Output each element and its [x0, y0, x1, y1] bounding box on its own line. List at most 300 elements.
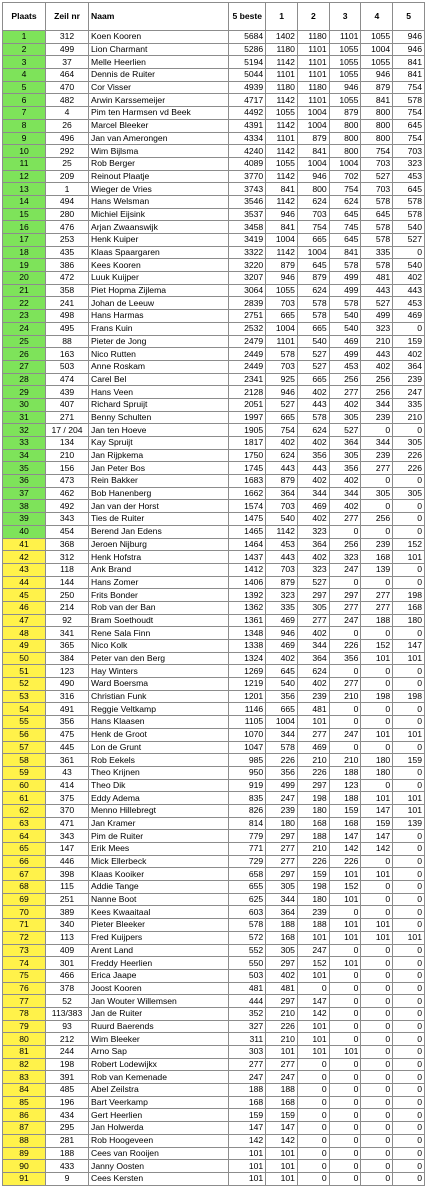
- plaats-cell: 81: [3, 1046, 46, 1059]
- plaats-cell: 88: [3, 1134, 46, 1147]
- zeil-nr-cell: 446: [46, 855, 89, 868]
- race-3-cell: 800: [329, 132, 361, 145]
- beste-cell: 4717: [229, 94, 266, 107]
- naam-cell: Ties de Ruiter: [89, 513, 229, 526]
- race-1-cell: 703: [266, 360, 298, 373]
- race-4-cell: 0: [361, 906, 393, 919]
- race-2-cell: 754: [297, 221, 329, 234]
- race-2-cell: 1004: [297, 246, 329, 259]
- plaats-cell: 47: [3, 614, 46, 627]
- zeil-nr-cell: 356: [46, 716, 89, 729]
- race-3-cell: 0: [329, 627, 361, 640]
- race-2-cell: 0: [297, 1160, 329, 1173]
- beste-cell: 168: [229, 1096, 266, 1109]
- table-row: [3, 398, 425, 411]
- table-row: [3, 1147, 425, 1160]
- naam-cell: Abel Zeilstra: [89, 1084, 229, 1097]
- race-1-cell: 226: [266, 1020, 298, 1033]
- naam-cell: Janny Oosten: [89, 1160, 229, 1173]
- table-row: [3, 931, 425, 944]
- table-row: [3, 1134, 425, 1147]
- plaats-cell: 48: [3, 627, 46, 640]
- race-4-cell: 0: [361, 1160, 393, 1173]
- plaats-cell: 62: [3, 804, 46, 817]
- race-1-cell: 1055: [266, 157, 298, 170]
- table-row: [3, 475, 425, 488]
- race-2-cell: 198: [297, 792, 329, 805]
- plaats-cell: 24: [3, 322, 46, 335]
- naam-cell: Dennis de Ruiter: [89, 69, 229, 82]
- race-5-cell: 0: [393, 855, 425, 868]
- race-2-cell: 0: [297, 982, 329, 995]
- race-3-cell: 499: [329, 348, 361, 361]
- race-2-cell: 247: [297, 944, 329, 957]
- naam-cell: Ank Brand: [89, 563, 229, 576]
- table-row: [3, 538, 425, 551]
- beste-cell: 2479: [229, 335, 266, 348]
- table-row: [3, 411, 425, 424]
- race-2-cell: 879: [297, 132, 329, 145]
- race-5-cell: 0: [393, 1033, 425, 1046]
- race-2-cell: 841: [297, 145, 329, 158]
- race-5-cell: 364: [393, 360, 425, 373]
- race-5-cell: 101: [393, 728, 425, 741]
- race-4-cell: 0: [361, 678, 393, 691]
- race-5-cell: 198: [393, 589, 425, 602]
- table-row: [3, 551, 425, 564]
- plaats-cell: 80: [3, 1033, 46, 1046]
- table-row: [3, 1084, 425, 1097]
- race-1-cell: 147: [266, 1122, 298, 1135]
- race-4-cell: 703: [361, 157, 393, 170]
- race-2-cell: 1101: [297, 56, 329, 69]
- race-4-cell: 0: [361, 1033, 393, 1046]
- race-3-cell: 123: [329, 779, 361, 792]
- race-1-cell: 364: [266, 487, 298, 500]
- beste-cell: 5684: [229, 31, 266, 44]
- race-1-cell: 469: [266, 640, 298, 653]
- race-1-cell: 1142: [266, 119, 298, 132]
- zeil-nr-cell: 378: [46, 982, 89, 995]
- zeil-nr-cell: 491: [46, 703, 89, 716]
- race-3-cell: 159: [329, 804, 361, 817]
- table-row: [3, 348, 425, 361]
- race-3-cell: 754: [329, 183, 361, 196]
- table-row: [3, 94, 425, 107]
- naam-cell: Melle Heerlien: [89, 56, 229, 69]
- race-4-cell: 101: [361, 919, 393, 932]
- race-4-cell: 0: [361, 957, 393, 970]
- beste-cell: 2751: [229, 310, 266, 323]
- race-5-cell: 0: [393, 893, 425, 906]
- plaats-cell: 23: [3, 310, 46, 323]
- beste-cell: 142: [229, 1134, 266, 1147]
- race-3-cell: 540: [329, 322, 361, 335]
- race-3-cell: 0: [329, 1147, 361, 1160]
- race-4-cell: 0: [361, 1046, 393, 1059]
- table-row: [3, 766, 425, 779]
- race-5-cell: 0: [393, 1172, 425, 1185]
- race-2-cell: 1180: [297, 31, 329, 44]
- zeil-nr-cell: 123: [46, 665, 89, 678]
- race-4-cell: 443: [361, 284, 393, 297]
- naam-cell: Cor Visser: [89, 81, 229, 94]
- race-3-cell: 1055: [329, 56, 361, 69]
- race-5-cell: 0: [393, 1058, 425, 1071]
- table-row: [3, 1109, 425, 1122]
- race-3-cell: 800: [329, 145, 361, 158]
- naam-cell: Joost Kooren: [89, 982, 229, 995]
- race-1-cell: 540: [266, 678, 298, 691]
- race-2-cell: 665: [297, 373, 329, 386]
- race-3-cell: 1055: [329, 43, 361, 56]
- race-3-cell: 323: [329, 551, 361, 564]
- beste-cell: 1201: [229, 690, 266, 703]
- race-5-cell: 0: [393, 322, 425, 335]
- race-2-cell: 703: [297, 208, 329, 221]
- zeil-nr-cell: 475: [46, 728, 89, 741]
- race-5-cell: 645: [393, 183, 425, 196]
- race-4-cell: 1055: [361, 31, 393, 44]
- zeil-nr-cell: 316: [46, 690, 89, 703]
- race-3-cell: 297: [329, 589, 361, 602]
- race-2-cell: 624: [297, 424, 329, 437]
- race-5-cell: 0: [393, 741, 425, 754]
- table-row: [3, 462, 425, 475]
- naam-cell: Gert Heerlien: [89, 1109, 229, 1122]
- race-4-cell: 800: [361, 107, 393, 120]
- plaats-cell: 10: [3, 145, 46, 158]
- plaats-cell: 41: [3, 538, 46, 551]
- table-row: [3, 779, 425, 792]
- zeil-nr-cell: 375: [46, 792, 89, 805]
- race-4-cell: 101: [361, 931, 393, 944]
- plaats-cell: 1: [3, 31, 46, 44]
- zeil-nr-cell: 407: [46, 398, 89, 411]
- zeil-nr-cell: 499: [46, 43, 89, 56]
- race-3-cell: 247: [329, 563, 361, 576]
- naam-cell: Theo Dik: [89, 779, 229, 792]
- table-row: [3, 56, 425, 69]
- race-5-cell: 0: [393, 1046, 425, 1059]
- naam-cell: Jan Kramer: [89, 817, 229, 830]
- table-row: [3, 601, 425, 614]
- race-4-cell: 0: [361, 1084, 393, 1097]
- race-2-cell: 305: [297, 601, 329, 614]
- race-5-cell: 0: [393, 766, 425, 779]
- plaats-cell: 73: [3, 944, 46, 957]
- naam-cell: Lion Charmant: [89, 43, 229, 56]
- zeil-nr-cell: 118: [46, 563, 89, 576]
- plaats-cell: 76: [3, 982, 46, 995]
- table-row: [3, 690, 425, 703]
- beste-cell: 985: [229, 754, 266, 767]
- zeil-nr-cell: 250: [46, 589, 89, 602]
- table-row: [3, 716, 425, 729]
- naam-cell: Frits Bonder: [89, 589, 229, 602]
- race-5-cell: 0: [393, 1020, 425, 1033]
- plaats-cell: 69: [3, 893, 46, 906]
- race-5-cell: 305: [393, 487, 425, 500]
- race-2-cell: 297: [297, 779, 329, 792]
- naam-cell: Rob van Kemenade: [89, 1071, 229, 1084]
- race-5-cell: 0: [393, 1122, 425, 1135]
- naam-cell: Arent Land: [89, 944, 229, 957]
- naam-cell: Wim Bleeker: [89, 1033, 229, 1046]
- race-4-cell: 239: [361, 411, 393, 424]
- naam-cell: Nico Kolk: [89, 640, 229, 653]
- beste-cell: 2839: [229, 297, 266, 310]
- table-row: [3, 234, 425, 247]
- race-1-cell: 578: [266, 348, 298, 361]
- race-3-cell: 578: [329, 297, 361, 310]
- race-3-cell: 0: [329, 995, 361, 1008]
- beste-cell: 950: [229, 766, 266, 779]
- race-3-cell: 402: [329, 398, 361, 411]
- plaats-cell: 33: [3, 437, 46, 450]
- race-5-cell: 443: [393, 284, 425, 297]
- table-row: [3, 157, 425, 170]
- zeil-nr-cell: 391: [46, 1071, 89, 1084]
- beste-cell: 1348: [229, 627, 266, 640]
- table-row: [3, 195, 425, 208]
- plaats-cell: 30: [3, 398, 46, 411]
- table-row: [3, 881, 425, 894]
- beste-cell: 2449: [229, 348, 266, 361]
- plaats-cell: 86: [3, 1109, 46, 1122]
- beste-cell: 826: [229, 804, 266, 817]
- race-1-cell: 946: [266, 208, 298, 221]
- race-5-cell: 703: [393, 145, 425, 158]
- race-5-cell: 226: [393, 462, 425, 475]
- zeil-nr-cell: 466: [46, 969, 89, 982]
- naam-cell: Hans Harmas: [89, 310, 229, 323]
- race-2-cell: 210: [297, 843, 329, 856]
- beste-cell: 658: [229, 868, 266, 881]
- plaats-cell: 75: [3, 969, 46, 982]
- race-5-cell: 139: [393, 817, 425, 830]
- race-1-cell: 402: [266, 437, 298, 450]
- race-5-cell: 0: [393, 703, 425, 716]
- beste-cell: 3458: [229, 221, 266, 234]
- race-3-cell: 702: [329, 170, 361, 183]
- beste-cell: 1475: [229, 513, 266, 526]
- naam-cell: Pim de Ruiter: [89, 830, 229, 843]
- plaats-cell: 79: [3, 1020, 46, 1033]
- col-header-race-3: 3: [329, 3, 361, 31]
- race-2-cell: 402: [297, 678, 329, 691]
- table-header: [3, 3, 425, 31]
- zeil-nr-cell: 476: [46, 221, 89, 234]
- table-row: [3, 132, 425, 145]
- race-3-cell: 226: [329, 855, 361, 868]
- zeil-nr-cell: 198: [46, 1058, 89, 1071]
- zeil-nr-cell: 494: [46, 195, 89, 208]
- race-3-cell: 1055: [329, 69, 361, 82]
- col-header-naam: Naam: [89, 3, 229, 31]
- race-4-cell: 645: [361, 208, 393, 221]
- naam-cell: Jan Wouter Willemsen: [89, 995, 229, 1008]
- naam-cell: Jan Peter Bos: [89, 462, 229, 475]
- beste-cell: 2532: [229, 322, 266, 335]
- race-3-cell: 168: [329, 817, 361, 830]
- race-3-cell: 356: [329, 462, 361, 475]
- race-1-cell: 703: [266, 297, 298, 310]
- race-5-cell: 0: [393, 665, 425, 678]
- table-row: [3, 1033, 425, 1046]
- race-3-cell: 1004: [329, 157, 361, 170]
- race-3-cell: 344: [329, 487, 361, 500]
- table-row: [3, 360, 425, 373]
- zeil-nr-cell: 384: [46, 652, 89, 665]
- table-row: [3, 107, 425, 120]
- race-1-cell: 453: [266, 538, 298, 551]
- col-header-zeil-nr: Zeil nr: [46, 3, 89, 31]
- race-1-cell: 226: [266, 754, 298, 767]
- race-4-cell: 0: [361, 500, 393, 513]
- naam-cell: Rob Hoogeveen: [89, 1134, 229, 1147]
- race-2-cell: 226: [297, 855, 329, 868]
- zeil-nr-cell: 144: [46, 576, 89, 589]
- plaats-cell: 2: [3, 43, 46, 56]
- race-4-cell: 0: [361, 855, 393, 868]
- race-1-cell: 402: [266, 652, 298, 665]
- table-row: [3, 1046, 425, 1059]
- naam-cell: Berend Jan Edens: [89, 525, 229, 538]
- race-4-cell: 277: [361, 589, 393, 602]
- plaats-cell: 54: [3, 703, 46, 716]
- plaats-cell: 44: [3, 576, 46, 589]
- race-4-cell: 754: [361, 145, 393, 158]
- naam-cell: Piet Hopma Zijlema: [89, 284, 229, 297]
- race-5-cell: 0: [393, 957, 425, 970]
- race-4-cell: 277: [361, 601, 393, 614]
- race-2-cell: 356: [297, 449, 329, 462]
- race-4-cell: 256: [361, 373, 393, 386]
- race-2-cell: 101: [297, 716, 329, 729]
- race-2-cell: 879: [297, 272, 329, 285]
- naam-cell: Michiel Eijsink: [89, 208, 229, 221]
- zeil-nr-cell: 88: [46, 335, 89, 348]
- race-5-cell: 101: [393, 931, 425, 944]
- race-2-cell: 210: [297, 754, 329, 767]
- race-1-cell: 277: [266, 1058, 298, 1071]
- race-3-cell: 1055: [329, 94, 361, 107]
- table-body: [3, 31, 425, 1186]
- naam-cell: Klaas Spaargaren: [89, 246, 229, 259]
- race-2-cell: 101: [297, 1033, 329, 1046]
- plaats-cell: 71: [3, 919, 46, 932]
- table-row: [3, 145, 425, 158]
- plaats-cell: 53: [3, 690, 46, 703]
- table-row: [3, 310, 425, 323]
- race-3-cell: 0: [329, 1160, 361, 1173]
- race-5-cell: 540: [393, 259, 425, 272]
- naam-cell: Marcel Bleeker: [89, 119, 229, 132]
- naam-cell: Klaas Kooiker: [89, 868, 229, 881]
- race-1-cell: 1142: [266, 246, 298, 259]
- race-3-cell: 152: [329, 881, 361, 894]
- plaats-cell: 87: [3, 1122, 46, 1135]
- plaats-cell: 9: [3, 132, 46, 145]
- race-2-cell: 101: [297, 1020, 329, 1033]
- zeil-nr-cell: 115: [46, 881, 89, 894]
- race-4-cell: 800: [361, 119, 393, 132]
- race-1-cell: 101: [266, 1046, 298, 1059]
- race-2-cell: 1180: [297, 81, 329, 94]
- race-1-cell: 624: [266, 449, 298, 462]
- race-3-cell: 256: [329, 373, 361, 386]
- race-3-cell: 0: [329, 703, 361, 716]
- race-5-cell: 0: [393, 881, 425, 894]
- race-2-cell: 624: [297, 665, 329, 678]
- beste-cell: 779: [229, 830, 266, 843]
- beste-cell: 4939: [229, 81, 266, 94]
- zeil-nr-cell: 439: [46, 386, 89, 399]
- race-1-cell: 210: [266, 1033, 298, 1046]
- beste-cell: 572: [229, 931, 266, 944]
- race-1-cell: 879: [266, 576, 298, 589]
- race-4-cell: 578: [361, 221, 393, 234]
- race-2-cell: 665: [297, 322, 329, 335]
- beste-cell: 5194: [229, 56, 266, 69]
- naam-cell: Richard Spruijt: [89, 398, 229, 411]
- plaats-cell: 15: [3, 208, 46, 221]
- race-2-cell: 1004: [297, 157, 329, 170]
- race-3-cell: 0: [329, 1172, 361, 1185]
- race-5-cell: 402: [393, 272, 425, 285]
- naam-cell: Jan van der Horst: [89, 500, 229, 513]
- table-row: [3, 386, 425, 399]
- zeil-nr-cell: 280: [46, 208, 89, 221]
- naam-cell: Hans Veen: [89, 386, 229, 399]
- race-3-cell: 527: [329, 424, 361, 437]
- zeil-nr-cell: 398: [46, 868, 89, 881]
- beste-cell: 4089: [229, 157, 266, 170]
- beste-cell: 1070: [229, 728, 266, 741]
- beste-cell: 2051: [229, 398, 266, 411]
- table-row: [3, 335, 425, 348]
- plaats-cell: 18: [3, 246, 46, 259]
- table-row: [3, 792, 425, 805]
- race-3-cell: 0: [329, 982, 361, 995]
- race-1-cell: 841: [266, 183, 298, 196]
- race-1-cell: 645: [266, 665, 298, 678]
- table-row: [3, 69, 425, 82]
- race-3-cell: 277: [329, 678, 361, 691]
- race-4-cell: 946: [361, 69, 393, 82]
- table-row: [3, 449, 425, 462]
- beste-cell: 101: [229, 1160, 266, 1173]
- naam-cell: Pieter de Jong: [89, 335, 229, 348]
- plaats-cell: 85: [3, 1096, 46, 1109]
- race-5-cell: 210: [393, 411, 425, 424]
- naam-cell: Kees Kwaaitaal: [89, 906, 229, 919]
- naam-cell: Addie Tange: [89, 881, 229, 894]
- race-1-cell: 754: [266, 424, 298, 437]
- race-3-cell: 0: [329, 716, 361, 729]
- plaats-cell: 45: [3, 589, 46, 602]
- standings-table: [2, 2, 425, 1186]
- race-1-cell: 1142: [266, 525, 298, 538]
- race-1-cell: 247: [266, 792, 298, 805]
- table-row: [3, 652, 425, 665]
- race-3-cell: 188: [329, 766, 361, 779]
- race-5-cell: 645: [393, 119, 425, 132]
- race-4-cell: 147: [361, 830, 393, 843]
- race-4-cell: 101: [361, 652, 393, 665]
- plaats-cell: 20: [3, 272, 46, 285]
